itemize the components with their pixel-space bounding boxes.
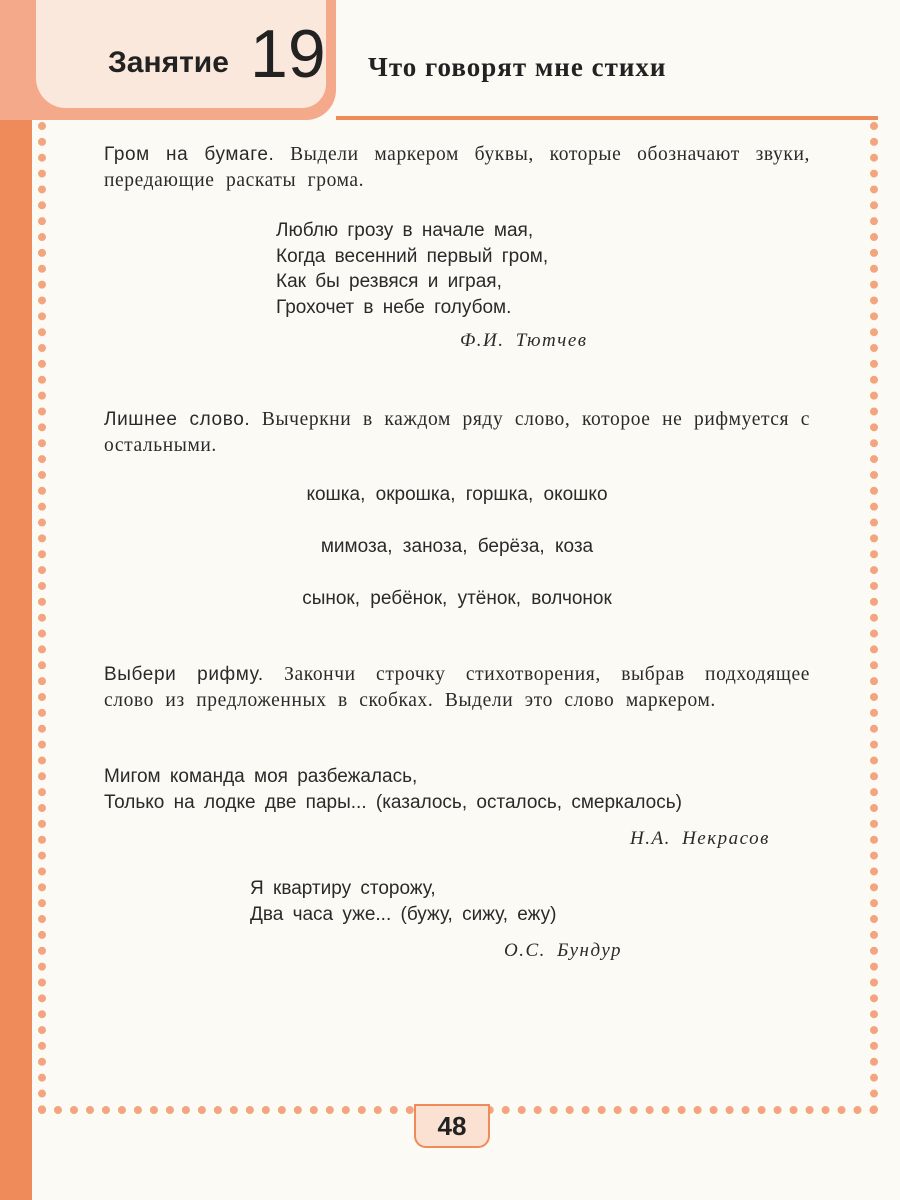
task-2-instruction: [104, 407, 810, 459]
task-3-poem-1: [104, 764, 682, 815]
task-3-author-2: О.С. Бундур: [504, 940, 623, 961]
task-3-instruction: [104, 662, 810, 714]
poem-line: Два часа уже... (бужу, сижу, ежу): [250, 903, 557, 925]
task-1-text: Выдели маркером буквы, которые обозначают звуки, передающие раскаты грома.: [104, 144, 810, 191]
task-1-author: Ф.И. Тютчев: [460, 330, 588, 351]
header-rule: [336, 116, 878, 120]
poem-line: Когда весенний первый гром,: [276, 245, 549, 267]
task-3-author-1: Н.А. Некрасов: [630, 828, 770, 849]
page-number: 48: [437, 1111, 467, 1141]
poem-line: Я квартиру сторожу,: [250, 878, 436, 899]
task-3-text: Закончи строчку стихотворения, выбрав подходящее слово из предложенных в скобках. Выдели это слово маркером.: [104, 664, 810, 711]
lesson-label: Занятие: [108, 46, 229, 79]
lesson-title: Что говорят мне стихи: [368, 52, 667, 82]
task-2-text: Вычеркни в каждом ряду слово, которое не рифмуется с остальными.: [104, 409, 810, 456]
task-2-lead: Лишнее слово.: [104, 409, 251, 430]
word-row-2: мимоза, заноза, берёза, коза: [320, 536, 594, 557]
task-1-poem: [276, 218, 548, 320]
poem-line: Грохочет в небе голубом.: [276, 296, 512, 318]
task-3-poem-2: [250, 876, 556, 927]
page-number-tab: [414, 1104, 490, 1148]
task-1-lead: Гром на бумаге.: [104, 144, 275, 165]
task-3-lead: Выбери рифму.: [104, 664, 264, 685]
poem-line: Как бы резвяся и играя,: [276, 271, 502, 292]
poem-line: Мигом команда моя разбежалась,: [104, 766, 418, 787]
lesson-number: 19: [250, 16, 326, 92]
poem-line: Только на лодке две пары... (казалось, осталось, смеркалось): [104, 791, 682, 813]
task-1-instruction: [104, 142, 810, 194]
left-color-strip: [0, 0, 32, 1200]
poem-line: Люблю грозу в начале мая,: [276, 220, 534, 241]
word-row-1: кошка, окрошка, горшка, окошко: [306, 484, 608, 505]
word-row-3: сынок, ребёнок, утёнок, волчонок: [302, 588, 612, 609]
